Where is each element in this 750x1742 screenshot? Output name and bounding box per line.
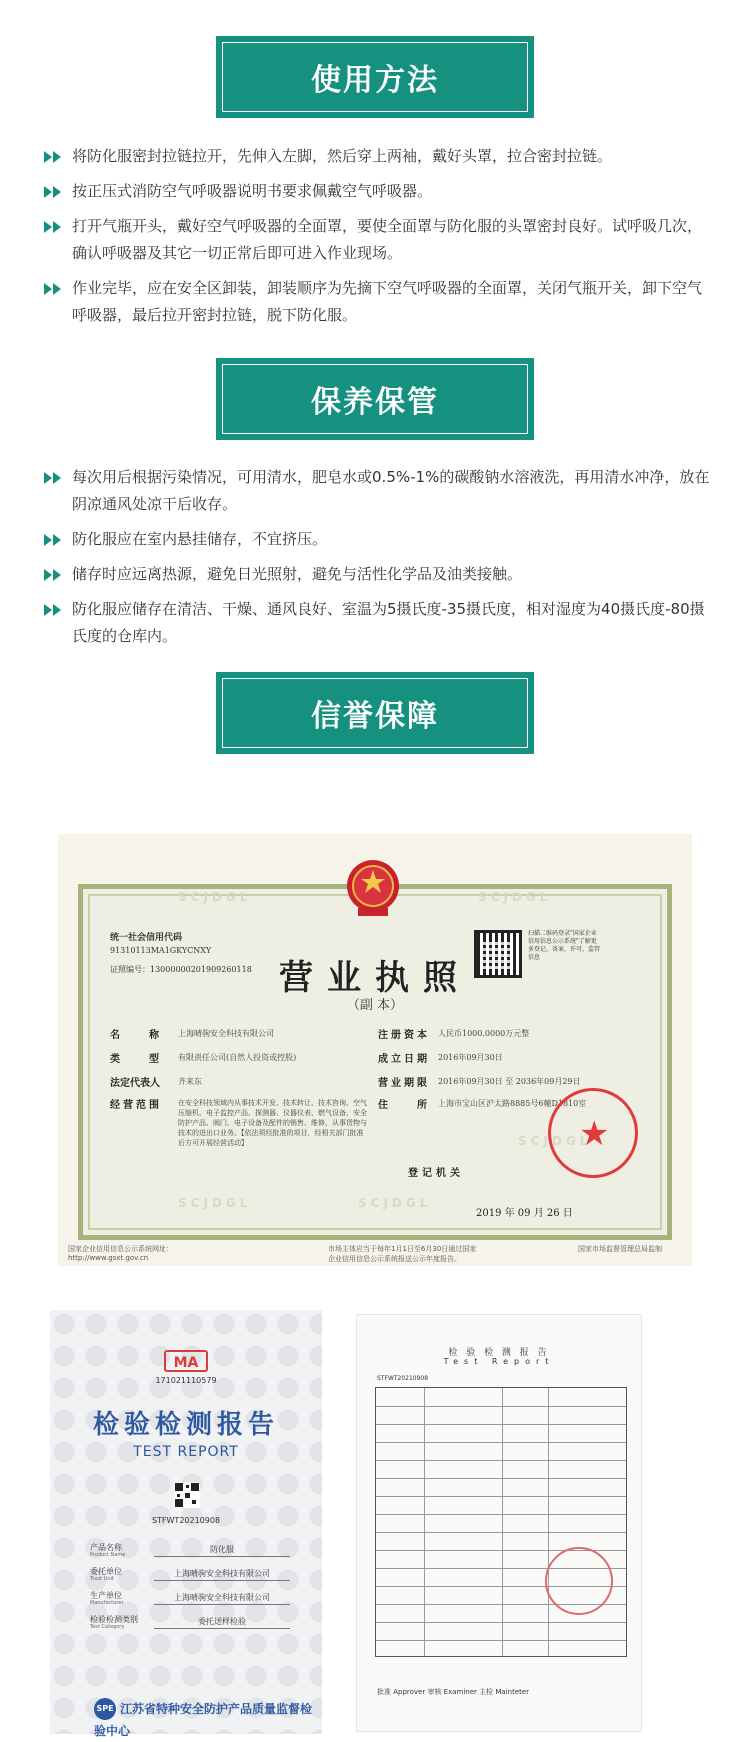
issue-date: 2019 年 09 月 26 日: [476, 1208, 573, 1219]
report-field-label: 产品名称: [90, 1543, 122, 1552]
report-field-value: 防化服: [154, 1544, 290, 1557]
seal-star-icon: ★: [579, 1114, 610, 1154]
report-field-label-en: Test Category: [90, 1624, 125, 1630]
usage-list: [44, 143, 714, 337]
double-arrow-bullet-icon: [44, 221, 64, 233]
table-row-line: [376, 1496, 626, 1497]
report-field-value: 上海晴驹安全科技有限公司: [154, 1568, 290, 1581]
double-arrow-bullet-icon: [44, 186, 64, 198]
registrar-label: 登记机关: [408, 1168, 464, 1179]
report-field-row: [90, 1590, 290, 1610]
table-row-line: [376, 1478, 626, 1479]
name-value: 上海晴驹安全科技有限公司: [178, 1029, 274, 1038]
founded-label: 成立日期: [378, 1054, 430, 1065]
double-arrow-bullet-icon: [44, 534, 64, 546]
maintenance-list: [44, 464, 714, 658]
qr-note: 扫描二维码登录"国家企业信用信息公示系统"了解更多登记、备案、许可、监管信息: [528, 930, 601, 961]
maintenance-item-text: 储存时应远离热源，避免日光照射，避免与活性化学品及油类接触。: [72, 565, 523, 583]
report-title-en: TEST REPORT: [133, 1444, 239, 1460]
table-row-line: [376, 1514, 626, 1515]
usage-item-text: 打开气瓶开头，戴好空气呼吸器的全面罩，要使全面罩与防化服的头罩密封良好。试呼吸几次，确认呼吸器及其它一切正常后即可进入作业现场。: [72, 217, 703, 262]
page-report-title-en: Test Report: [443, 1357, 555, 1366]
capital-label: 注册资本: [378, 1030, 430, 1041]
name-label: 名 称: [110, 1030, 162, 1041]
maintenance-item: [44, 464, 714, 518]
report-field-value: 委托送样检验: [154, 1616, 290, 1629]
license-qr-code: [474, 930, 522, 978]
footer-mid: 市场主体应当于每年1月1日至6月30日通过国家企业信用信息公示系统报送公示年度报告。: [328, 1245, 477, 1263]
maintenance-item: [44, 526, 714, 553]
usage-item: [44, 178, 714, 205]
scope-label: 经营范围: [110, 1100, 162, 1111]
organization-name: 江苏省特种安全防护产品质量监督检验中心: [94, 1702, 313, 1738]
founded-value: 2016年09月30日: [438, 1053, 503, 1062]
report-organization: [94, 1698, 313, 1738]
inspection-seal: [545, 1547, 613, 1615]
usage-title-banner: [216, 36, 534, 118]
license-title: 营业执照: [279, 958, 471, 998]
signature-row: 批准 Approver 审核 Examiner 主检 Mainteter: [377, 1688, 530, 1696]
report-field-label-en: Product Name: [90, 1552, 126, 1558]
national-emblem-icon: [338, 856, 408, 920]
license-subtitle: （副 本）: [346, 998, 404, 1013]
report-field-row: [90, 1614, 290, 1634]
report-table: [375, 1387, 627, 1657]
report-title: 检验检测报告: [92, 1410, 279, 1440]
term-label: 营业期限: [378, 1078, 430, 1089]
table-row-line: [376, 1460, 626, 1461]
footer-left: 国家企业信用信息公示系统网址：http://www.gsxt.gov.cn: [68, 1245, 173, 1262]
report-qr-code: [174, 1482, 200, 1508]
report-number: STFWT20210908: [151, 1516, 221, 1525]
table-row-line: [376, 1406, 626, 1407]
page-report-number: STFWT20210908: [377, 1375, 429, 1382]
credit-title-banner: [216, 672, 534, 754]
usage-title: 使用方法: [222, 42, 528, 112]
report-field-row: [90, 1566, 290, 1586]
usage-item-text: 作业完毕，应在安全区卸装，卸装顺序为先摘下空气呼吸器的全面罩，关闭气瓶开关，卸下空气呼吸器，最后拉开密封拉链，脱下防化服。: [72, 279, 703, 324]
legal-rep-value: 齐来东: [178, 1077, 202, 1086]
spe-logo-icon: SPE: [94, 1698, 116, 1720]
capital-value: 人民币1000.0000万元整: [438, 1029, 530, 1038]
table-column-line: [502, 1388, 503, 1656]
maintenance-item-text: 防化服应在室内悬挂储存，不宜挤压。: [72, 530, 328, 548]
license-watermark: SCJDGL: [478, 890, 552, 904]
page-report-title: 检 验 检 测 报 告: [448, 1348, 550, 1358]
cma-logo: MA: [164, 1350, 208, 1372]
type-value: 有限责任公司(自然人投资或控股): [178, 1053, 297, 1062]
license-watermark: SCJDGL: [518, 1134, 592, 1148]
double-arrow-bullet-icon: [44, 283, 64, 295]
test-report-page: [356, 1314, 642, 1732]
legal-rep-label: 法定代表人: [110, 1078, 160, 1089]
scope-value: 在安全科技领域内从事技术开发、技术转让、技术咨询、空气压缩机、电子监控产品、探测器、仪器仪表、燃气设备、安全防护产品、阀门、电子设备及配件的销售、维修，从事货物与技术的进出口业务。【依法须经批准的项目，经相关部门批准后方可开展经营活动】: [178, 1099, 367, 1147]
business-license-image: [58, 834, 692, 1266]
report-field-label: 检验检测类别: [90, 1615, 138, 1624]
license-watermark: SCJDGL: [358, 1196, 432, 1210]
report-field-row: [90, 1542, 290, 1562]
table-row-line: [376, 1622, 626, 1623]
maintenance-item: [44, 561, 714, 588]
report-field-label: 生产单位: [90, 1591, 122, 1600]
address-value: 上海市宝山区沪太路8885号6幢D1810室: [438, 1099, 587, 1108]
maintenance-item: [44, 596, 714, 650]
maintenance-item-text: 防化服应储存在清洁、干燥、通风良好、室温为5摄氏度-35摄氏度，相对湿度为40摄氏度-80摄氏度的仓库内。: [72, 600, 705, 645]
usage-item-text: 将防化服密封拉链拉开，先伸入左脚，然后穿上两袖，戴好头罩，拉合密封拉链。: [72, 147, 613, 165]
table-column-line: [424, 1388, 425, 1656]
credit-code-label: 统一社会信用代码: [110, 933, 183, 943]
address-label: 住 所: [378, 1100, 430, 1111]
license-watermark: SCJDGL: [178, 890, 252, 904]
maintenance-item-text: 每次用后根据污染情况，可用清水，肥皂水或0.5%-1%的碳酸钠水溶液洗，再用清水冲净，放在阴凉通风处凉干后收存。: [72, 468, 710, 513]
report-field-label: 委托单位: [90, 1567, 122, 1576]
table-row-line: [376, 1442, 626, 1443]
double-arrow-bullet-icon: [44, 472, 64, 484]
official-seal: [548, 1088, 638, 1178]
report-field-value: 上海晴驹安全科技有限公司: [154, 1592, 290, 1605]
test-report-cover: [50, 1310, 322, 1738]
double-arrow-bullet-icon: [44, 569, 64, 581]
table-row-line: [376, 1424, 626, 1425]
maintenance-title: 保养保管: [222, 364, 528, 434]
usage-item: [44, 275, 714, 329]
term-value: 2016年09月30日 至 2036年09月29日: [438, 1077, 581, 1086]
table-row-line: [376, 1532, 626, 1533]
double-arrow-bullet-icon: [44, 604, 64, 616]
type-label: 类 型: [110, 1054, 162, 1065]
certificate-number: 证照编号：13000000201909260118: [110, 965, 252, 974]
maintenance-title-banner: [216, 358, 534, 440]
cma-code: 171021110579: [155, 1376, 217, 1385]
report-field-label-en: Trust Unit: [90, 1576, 114, 1582]
license-watermark: SCJDGL: [178, 1196, 252, 1210]
report-field-label-en: Manufacturer: [90, 1600, 124, 1606]
footer-right: 国家市场监督管理总局监制: [578, 1245, 662, 1253]
usage-item: [44, 143, 714, 170]
usage-item: [44, 213, 714, 267]
credit-title: 信誉保障: [222, 678, 528, 748]
credit-code: 91310113MA1GKYCNXY: [110, 946, 212, 955]
table-row-line: [376, 1640, 626, 1641]
double-arrow-bullet-icon: [44, 151, 64, 163]
usage-item-text: 按正压式消防空气呼吸器说明书要求佩戴空气呼吸器。: [72, 182, 433, 200]
table-column-line: [548, 1388, 549, 1656]
